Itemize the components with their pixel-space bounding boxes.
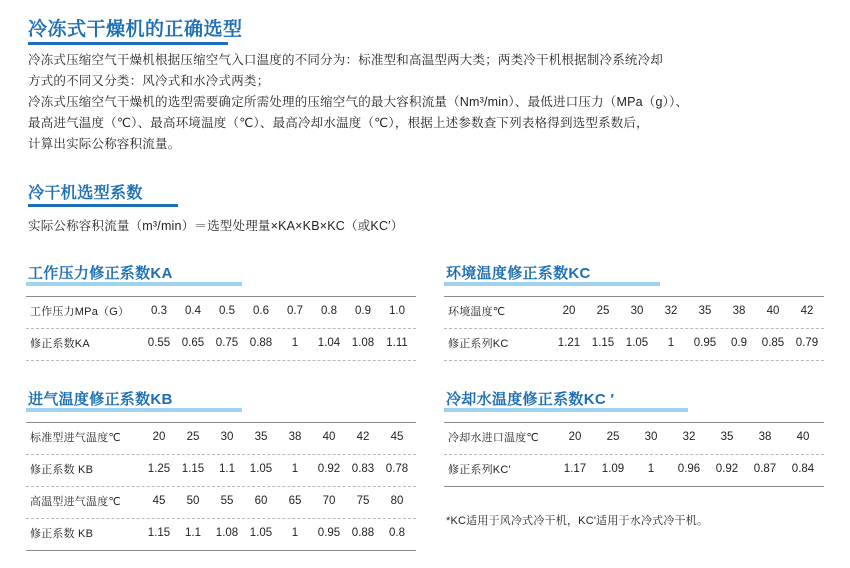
kb-cell: 0.92 [317, 463, 341, 475]
kb-cell: 0.83 [351, 463, 375, 475]
ka-cell: 1.04 [317, 337, 341, 349]
kcp-row-water-inlet-temp-values [556, 431, 822, 443]
kc-cell: 1 [667, 337, 675, 349]
kcp-cell: 0.96 [677, 463, 701, 475]
kb-cell: 0.78 [385, 463, 409, 475]
kcp-cell: 1 [647, 463, 655, 475]
kb-cell: 45 [390, 431, 404, 443]
kb-cell: 35 [254, 431, 268, 443]
kb-cell: 75 [356, 495, 370, 507]
section-title-underline [28, 204, 178, 207]
kb-cell: 30 [220, 431, 234, 443]
kc-line-bottom [444, 360, 824, 361]
kc-cell: 0.85 [761, 337, 785, 349]
table-title-kb: 进气温度修正系数KB [28, 391, 173, 408]
kb-row-hightemp-coefficient [26, 518, 416, 548]
ka-row-pressure [26, 296, 416, 326]
kb-cell: 1.08 [215, 527, 239, 539]
ka-cell: 0.6 [253, 305, 269, 317]
kcp-cell: 1.17 [563, 463, 587, 475]
kcp-cell: 0.84 [791, 463, 815, 475]
kcp-row-coefficient [444, 454, 824, 484]
kb-cell: 50 [186, 495, 200, 507]
kb-cell: 1.15 [181, 463, 205, 475]
kcp-cell: 32 [682, 431, 696, 443]
intro-line-2: 方式的不同又分类：风冷式和水冷式两类； [28, 74, 270, 88]
kcp-cell: 0.87 [753, 463, 777, 475]
ka-row-coefficient-values [142, 337, 414, 349]
table-title-kc: 环境温度修正系数KC [446, 265, 591, 282]
kcp-row-coefficient-values [556, 463, 822, 475]
table-title-kc-bar [444, 282, 660, 286]
ka-line-bottom [26, 360, 416, 361]
kb-cell: 1.15 [147, 527, 171, 539]
ka-cell: 0.8 [321, 305, 337, 317]
ka-cell: 1.0 [389, 305, 405, 317]
footnote: *KC适用于风冷式冷干机，KC'适用于水冷式冷干机。 [446, 515, 709, 527]
kc-cell: 30 [630, 305, 644, 317]
kcp-cell: 40 [796, 431, 810, 443]
kb-cell: 1.05 [249, 463, 273, 475]
kc-cell: 35 [698, 305, 712, 317]
kcp-cell: 0.92 [715, 463, 739, 475]
kb-cell: 1.25 [147, 463, 171, 475]
ka-cell: 0.65 [181, 337, 205, 349]
kb-row-standard-inlet-temp-label: 标准型进气温度℃ [30, 432, 121, 444]
ka-cell: 0.4 [185, 305, 201, 317]
kb-cell: 70 [322, 495, 336, 507]
kcp-cell: 25 [606, 431, 620, 443]
ka-row-coefficient-label: 修正系数KA [30, 338, 90, 350]
ka-cell: 0.55 [147, 337, 171, 349]
ka-row-pressure-label: 工作压力MPa（G） [30, 306, 130, 318]
page-title: 冷冻式干燥机的正确选型 [28, 19, 243, 40]
table-title-kb-bar [26, 408, 242, 412]
kc-row-coefficient [444, 328, 824, 358]
kb-cell: 1.05 [249, 527, 273, 539]
kc-row-ambient-temp-label: 环境温度℃ [448, 306, 506, 318]
kc-cell: 32 [664, 305, 678, 317]
kcp-cell: 35 [720, 431, 734, 443]
kb-row-hightemp-inlet-temp-values [142, 495, 414, 507]
kb-cell: 0.95 [317, 527, 341, 539]
ka-cell: 0.75 [215, 337, 239, 349]
kcp-cell: 20 [568, 431, 582, 443]
intro-line-5: 计算出实际公称容积流量。 [28, 137, 181, 151]
kb-row-hightemp-coefficient-values [142, 527, 414, 539]
kb-cell: 25 [186, 431, 200, 443]
kb-cell: 1.1 [185, 527, 201, 539]
kcp-row-water-inlet-temp [444, 422, 824, 452]
intro-line-4: 最高进气温度（℃）、最高环境温度（℃）、最高冷却水温度（℃），根据上述参数查下列表格得到选型系数后， [28, 116, 649, 130]
kb-cell: 40 [322, 431, 336, 443]
ka-cell: 1.11 [386, 337, 408, 349]
kb-row-hightemp-coefficient-label: 修正系数 KB [30, 528, 94, 540]
kc-row-coefficient-values [552, 337, 824, 349]
kb-cell: 38 [288, 431, 302, 443]
kcp-line-bottom [444, 486, 824, 487]
kb-row-standard-coefficient-values [142, 463, 414, 475]
kc-row-coefficient-label: 修正系列KC [448, 338, 509, 350]
kb-cell: 60 [254, 495, 268, 507]
intro-line-1: 冷冻式压缩空气干燥机根据压缩空气入口温度的不同分为：标准型和高温型两大类；两类冷干机根据制冷系统冷却 [28, 53, 664, 67]
kc-row-ambient-temp-values [552, 305, 824, 317]
kb-line-bottom [26, 550, 416, 551]
kcp-row-water-inlet-temp-label: 冷却水进口温度℃ [448, 432, 539, 444]
kc-cell: 0.95 [693, 337, 717, 349]
kb-cell: 65 [288, 495, 302, 507]
kb-cell: 55 [220, 495, 234, 507]
kb-row-standard-coefficient-label: 修正系数 KB [30, 464, 94, 476]
ka-cell: 0.88 [249, 337, 273, 349]
kb-row-standard-inlet-temp-values [142, 431, 414, 443]
table-title-kc-prime-bar [444, 408, 688, 412]
kb-cell: 45 [152, 495, 166, 507]
kc-cell: 1.15 [591, 337, 615, 349]
kb-cell: 1 [291, 463, 299, 475]
kcp-cell: 30 [644, 431, 658, 443]
kc-cell: 20 [562, 305, 576, 317]
kc-cell: 1.05 [625, 337, 649, 349]
kb-row-hightemp-inlet-temp-label: 高温型进气温度℃ [30, 496, 121, 508]
kb-row-standard-inlet-temp [26, 422, 416, 452]
kc-cell: 0.9 [731, 337, 747, 349]
ka-cell: 1.08 [351, 337, 375, 349]
kb-cell: 0.88 [351, 527, 375, 539]
kb-cell: 1.1 [219, 463, 235, 475]
kc-cell: 1.21 [557, 337, 581, 349]
table-title-kc-prime: 冷却水温度修正系数KC ′ [446, 391, 615, 408]
ka-row-pressure-values [142, 305, 414, 317]
ka-cell: 1 [291, 337, 299, 349]
kc-cell: 25 [596, 305, 610, 317]
kc-cell: 38 [732, 305, 746, 317]
ka-cell: 0.3 [151, 305, 167, 317]
ka-cell: 0.5 [219, 305, 235, 317]
kcp-cell: 1.09 [601, 463, 625, 475]
kcp-cell: 38 [758, 431, 772, 443]
ka-cell: 0.9 [355, 305, 371, 317]
kc-row-ambient-temp [444, 296, 824, 326]
kb-cell: 42 [356, 431, 370, 443]
formula-text: 实际公称容积流量（m³/min）＝选型处理量×KA×KB×KC（或KC′） [28, 219, 404, 233]
kb-cell: 1 [291, 527, 299, 539]
intro-paragraph [28, 50, 688, 155]
kcp-row-coefficient-label: 修正系列KC' [448, 464, 511, 476]
section-title-selection-coefficient: 冷干机选型系数 [28, 185, 143, 202]
kb-row-standard-coefficient [26, 454, 416, 484]
table-title-ka-bar [26, 282, 242, 286]
page-title-underline [28, 42, 228, 45]
intro-line-3: 冷冻式压缩空气干燥机的选型需要确定所需处理的压缩空气的最大容积流量（Nm³/min）、最低进口压力（MPa（g））、 [28, 95, 689, 109]
table-title-ka: 工作压力修正系数KA [28, 265, 173, 282]
ka-row-coefficient [26, 328, 416, 358]
ka-cell: 0.7 [287, 305, 303, 317]
kb-cell: 80 [390, 495, 404, 507]
kc-cell: 40 [766, 305, 780, 317]
kb-row-hightemp-inlet-temp [26, 486, 416, 516]
kb-cell: 20 [152, 431, 166, 443]
kc-cell: 0.79 [795, 337, 819, 349]
kc-cell: 42 [800, 305, 814, 317]
kb-cell: 0.8 [389, 527, 405, 539]
